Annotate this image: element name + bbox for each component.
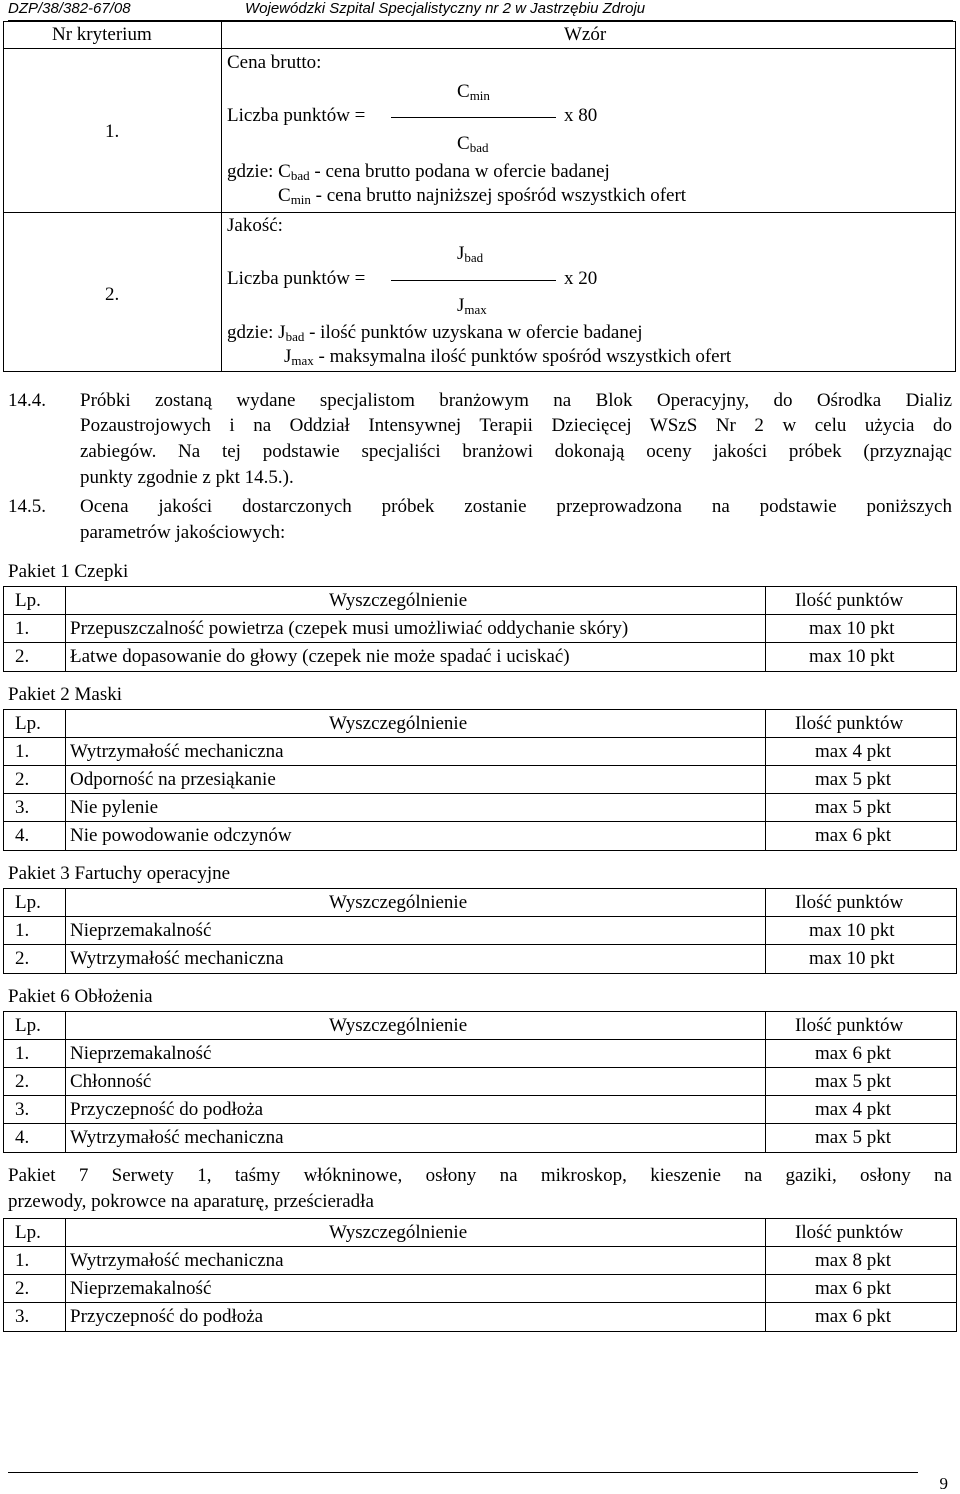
row-points: max 8 pkt xyxy=(815,1250,891,1271)
fraction-bar xyxy=(391,117,556,118)
table-row xyxy=(4,766,956,794)
row-lp: 2. xyxy=(15,1071,30,1092)
package-title: Pakiet 1 Czepki xyxy=(8,561,129,582)
table-header-row xyxy=(4,889,956,917)
package-table xyxy=(3,709,957,851)
row-desc: Przyczepność do podłoża xyxy=(70,1306,264,1327)
criterion-number: 1. xyxy=(105,121,120,142)
table-header-row xyxy=(4,587,956,615)
row-desc: Wytrzymałość mechaniczna xyxy=(70,1127,284,1148)
row-lp: 2. xyxy=(15,646,30,667)
row-points: max 6 pkt xyxy=(815,1306,891,1327)
page-header xyxy=(8,0,953,21)
table-row xyxy=(4,1096,956,1124)
formula-numerator: $C_{min}$ xyxy=(457,81,490,103)
header-desc: Wyszczególnienie xyxy=(329,713,468,734)
footer-rule xyxy=(8,1472,918,1473)
paragraph-line: Ocena jakości dostarczonych próbek zostanie przeprowadzona na podstawie poniższych xyxy=(80,496,952,517)
formula-legend: $J_{max}$ - maksymalna ilość punktów spośród wszystkich ofert xyxy=(284,346,732,368)
row-points: max 5 pkt xyxy=(815,1127,891,1148)
paragraph-line: Próbki zostaną wydane specjalistom branżowym na Blok Operacyjny, do Ośrodka Dializ xyxy=(80,390,952,411)
table-row xyxy=(4,643,956,671)
table-row xyxy=(4,1124,956,1152)
table-header-row xyxy=(4,1219,956,1247)
row-desc: Przyczepność do podłoża xyxy=(70,1099,264,1120)
package-title: Pakiet 2 Maski xyxy=(8,684,122,705)
package-table xyxy=(3,1218,957,1332)
col-header-formula: Wzór xyxy=(564,24,607,45)
criterion-title: Jakość: xyxy=(227,215,283,236)
package-title: Pakiet 3 Fartuchy operacyjne xyxy=(8,863,231,884)
formula-prefix: Liczba punktów = xyxy=(227,105,366,126)
row-points: max 4 pkt xyxy=(815,741,891,762)
row-desc: Chłonność xyxy=(70,1071,152,1092)
package-title: Pakiet 6 Obłożenia xyxy=(8,986,153,1007)
header-desc: Wyszczególnienie xyxy=(329,892,468,913)
formula-denominator: $J_{max}$ xyxy=(457,295,487,317)
row-lp: 4. xyxy=(15,825,30,846)
formula-multiplier: x 20 xyxy=(564,268,598,289)
row-desc: Nieprzemakalność xyxy=(70,1043,212,1064)
header-points: Ilość punktów xyxy=(795,713,904,734)
package-table xyxy=(3,586,957,672)
table-row xyxy=(4,945,956,973)
formula-legend: gdzie: $J_{bad}$ - ilość punktów uzyskana w ofercie badanej xyxy=(227,322,643,344)
table-header-row xyxy=(4,1012,956,1040)
row-lp: 2. xyxy=(15,1278,30,1299)
paragraph-line: parametrów jakościowych: xyxy=(80,522,286,543)
package-table xyxy=(3,1011,957,1153)
col-header-criterion: Nr kryterium xyxy=(52,24,152,45)
table-row xyxy=(4,917,956,945)
fraction-bar xyxy=(391,280,556,281)
paragraph-line: zabiegów. Na tej podstawie specjaliści branżowi dokonają oceny jakości próbek (przyznając xyxy=(80,441,952,462)
table-row xyxy=(4,1247,956,1275)
row-points: max 5 pkt xyxy=(815,769,891,790)
row-desc: Nieprzemakalność xyxy=(70,920,212,941)
row-desc: Przepuszczalność powietrza (czepek musi umożliwiać oddychanie skóry) xyxy=(70,618,629,639)
hospital-name: Wojewódzki Szpital Specjalistyczny nr 2 w Jastrzębiu Zdroju xyxy=(245,0,646,17)
formula-legend: gdzie: $C_{bad}$ - cena brutto podana w ofercie badanej xyxy=(227,161,610,183)
row-desc: Nie pylenie xyxy=(70,797,159,818)
row-desc: Odporność na przesiąkanie xyxy=(70,769,276,790)
row-lp: 1. xyxy=(15,1043,30,1064)
row-desc: Nie powodowanie odczynów xyxy=(70,825,292,846)
row-points: max 10 pkt xyxy=(809,948,895,969)
formula-denominator: $C_{bad}$ xyxy=(457,133,489,155)
header-lp: Lp. xyxy=(15,1015,41,1036)
header-lp: Lp. xyxy=(15,590,41,611)
criterion-title: Cena brutto: xyxy=(227,52,322,73)
row-points: max 6 pkt xyxy=(815,1043,891,1064)
row-lp: 4. xyxy=(15,1127,30,1148)
header-lp: Lp. xyxy=(15,1222,41,1243)
criteria-formula-table xyxy=(3,21,956,372)
document-reference: DZP/38/382-67/08 xyxy=(8,0,131,17)
row-desc: Wytrzymałość mechaniczna xyxy=(70,948,284,969)
package-title: Pakiet 7 Serwety 1, taśmy włókninowe, osłony na mikroskop, kieszenie na gaziki, osłony na xyxy=(8,1165,952,1186)
row-lp: 2. xyxy=(15,948,30,969)
row-lp: 2. xyxy=(15,769,30,790)
header-points: Ilość punktów xyxy=(795,1015,904,1036)
table-row xyxy=(4,1303,956,1331)
row-lp: 1. xyxy=(15,741,30,762)
header-points: Ilość punktów xyxy=(795,892,904,913)
row-lp: 1. xyxy=(15,1250,30,1271)
row-points: max 10 pkt xyxy=(809,618,895,639)
criterion-number: 2. xyxy=(105,284,120,305)
section-number: 14.4. xyxy=(8,390,46,411)
table-row xyxy=(4,738,956,766)
row-points: max 6 pkt xyxy=(815,1278,891,1299)
table-header-row xyxy=(4,710,956,738)
row-lp: 3. xyxy=(15,1099,30,1120)
row-points: max 10 pkt xyxy=(809,920,895,941)
header-lp: Lp. xyxy=(15,713,41,734)
formula-multiplier: x 80 xyxy=(564,105,598,126)
row-points: max 4 pkt xyxy=(815,1099,891,1120)
table-row xyxy=(4,794,956,822)
header-points: Ilość punktów xyxy=(795,1222,904,1243)
header-desc: Wyszczególnienie xyxy=(329,1222,468,1243)
formula-legend: $C_{min}$ - cena brutto najniższej spośród wszystkich ofert xyxy=(278,185,687,207)
row-lp: 1. xyxy=(15,618,30,639)
row-desc: Łatwe dopasowanie do głowy (czepek nie może spadać i uciskać) xyxy=(70,646,570,667)
page-number: 9 xyxy=(939,1474,948,1493)
package-title-continued: przewody, pokrowce na aparaturę, prześcieradła xyxy=(8,1191,374,1212)
row-desc: Wytrzymałość mechaniczna xyxy=(70,741,284,762)
section-number: 14.5. xyxy=(8,496,46,517)
row-desc: Nieprzemakalność xyxy=(70,1278,212,1299)
header-lp: Lp. xyxy=(15,892,41,913)
header-desc: Wyszczególnienie xyxy=(329,1015,468,1036)
row-points: max 6 pkt xyxy=(815,825,891,846)
table-row xyxy=(4,1275,956,1303)
row-lp: 3. xyxy=(15,797,30,818)
formula-prefix: Liczba punktów = xyxy=(227,268,366,289)
row-lp: 1. xyxy=(15,920,30,941)
formula-numerator: $J_{bad}$ xyxy=(457,243,484,265)
row-points: max 10 pkt xyxy=(809,646,895,667)
package-table xyxy=(3,888,957,974)
row-points: max 5 pkt xyxy=(815,797,891,818)
header-desc: Wyszczególnienie xyxy=(329,590,468,611)
paragraph-line: punkty zgodnie z pkt 14.5.). xyxy=(80,467,294,488)
table-row xyxy=(4,822,956,850)
row-desc: Wytrzymałość mechaniczna xyxy=(70,1250,284,1271)
header-points: Ilość punktów xyxy=(795,590,904,611)
row-points: max 5 pkt xyxy=(815,1071,891,1092)
table-row xyxy=(4,1068,956,1096)
paragraph-line: Pozaustrojowych i na Oddział Intensywnej Terapii Dziecięcej WSzS Nr 2 w celu użycia do xyxy=(80,415,952,436)
table-row xyxy=(4,615,956,643)
row-lp: 3. xyxy=(15,1306,30,1327)
table-row xyxy=(4,1040,956,1068)
